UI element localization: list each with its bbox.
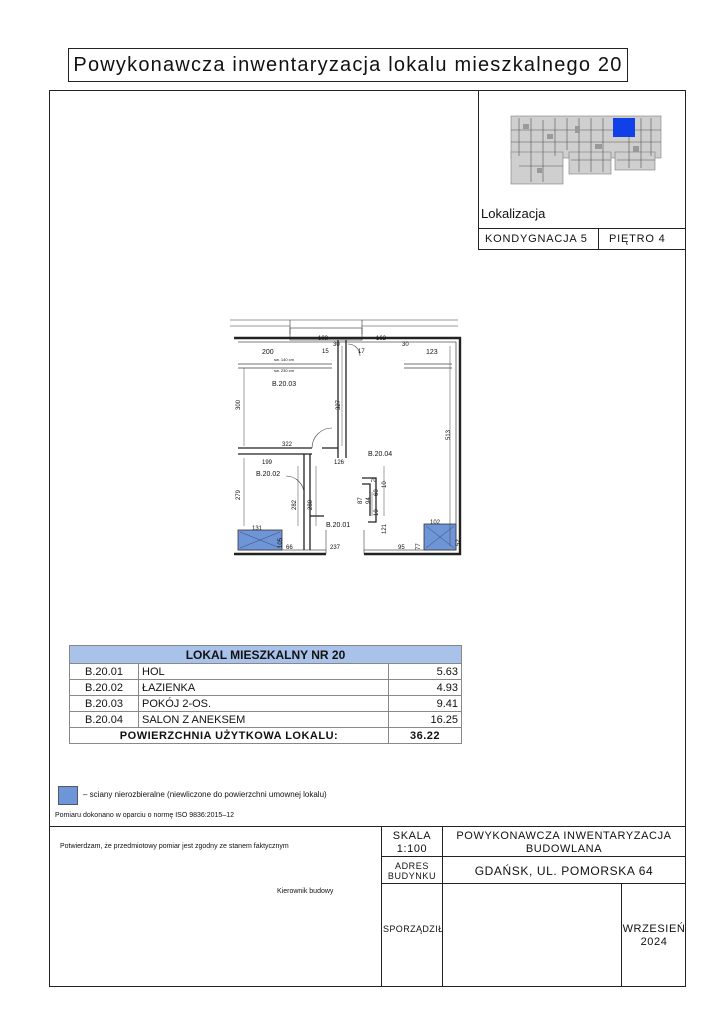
legend-text: – sciany nierozbieralne (niewliczone do powierzchni umownej lokalu) [83,790,327,799]
room-code: B.20.04 [70,712,139,728]
total-value: 36.22 [389,728,462,744]
room-code: B.20.02 [70,680,139,696]
dim-10b: 10 [374,509,380,516]
dim-282: 282 [292,499,298,510]
table-total-row [70,728,462,744]
area-table [69,645,462,744]
room-name: ŁAZIENKA [139,680,389,696]
dim-121: 121 [382,523,388,534]
room-label-b2001: B.20.01 [326,522,351,529]
pietro-label: PIĘTRO 4 [609,233,666,245]
room-name: HOL [139,664,389,680]
address-value-cell: GDAŃSK, UL. POMORSKA 64 [442,856,686,884]
dim-513: 513 [446,429,452,440]
document-title: Powykonawcza inwentaryzacja lokalu mieszkalnego 20 [68,48,628,82]
dim-327: 327 [336,399,342,410]
signature-divider [381,883,443,987]
room-code: B.20.01 [70,664,139,680]
floor-plan [222,316,467,561]
sill-140: sw. 140 cm [274,357,295,362]
dim-199: 199 [262,460,273,466]
measurement-note: Pomiaru dokonano w oparciu o normę ISO 9836:2015–12 [55,812,235,819]
dim-10a: 10 [382,481,388,488]
date-cell: WRZESIEŃ 2024 [621,883,686,987]
table-row [70,664,462,680]
dim-322: 322 [282,442,293,448]
table-row [70,712,462,728]
room-label-b2002: B.20.02 [256,471,281,478]
dim-95: 95 [398,545,405,551]
address-label-cell: ADRES BUDYNKU [381,856,443,884]
dim-237: 237 [330,545,341,551]
dim-30b: 30 [402,342,409,348]
dim-162: 162 [376,336,387,342]
total-label: POWIERZCHNIA UŻYTKOWA LOKALU: [70,728,389,744]
legend-swatch [58,786,78,805]
dim-30a: 30 [333,342,340,348]
dim-94: 94 [366,497,372,504]
dim-70: 70 [370,478,377,484]
site-manager-label: Kierownik budowy [277,888,334,895]
dim-15: 15 [322,349,329,355]
table-header-row [70,646,462,664]
sill-230: sw. 230 cm [274,368,295,373]
dim-126: 126 [334,460,345,466]
dim-17: 17 [358,349,365,355]
floor-info-row [478,229,686,250]
sporzadzil-label: SPORZĄDZIŁ [383,924,444,934]
room-label-b2003: B.20.03 [272,381,297,388]
dim-105: 105 [278,537,284,548]
dim-200: 200 [262,349,274,356]
dim-60: 60 [374,489,380,496]
location-label: Lokalizacja [481,206,546,221]
dim-123: 123 [426,349,438,356]
room-label-b2004: B.20.04 [368,451,393,458]
dim-66: 66 [286,545,293,551]
dim-279: 279 [236,489,242,500]
dim-131: 131 [252,526,263,532]
scale-cell [381,826,443,857]
dim-300: 300 [236,399,242,410]
scale-label: SKALA [392,830,432,842]
dim-52: 52 [456,539,462,546]
table-row [70,680,462,696]
confirmation-note: Potwierdzam, że przedmiotowy pomiar jest zgodny ze stanem faktycznym [60,843,289,850]
room-area: 5.63 [389,664,462,680]
unit-highlight [613,118,635,137]
floor-row-divider [598,229,599,249]
dim-77: 77 [416,543,422,550]
room-name: SALON Z ANEKSEM [139,712,389,728]
table-header: LOKAL MIESZKALNY NR 20 [70,646,462,664]
dim-87: 87 [358,497,364,504]
room-code: B.20.03 [70,696,139,712]
kondygnacja-label: KONDYGNACJA 5 [485,233,588,245]
dim-103: 103 [318,336,329,342]
room-area: 16.25 [389,712,462,728]
room-area: 4.93 [389,680,462,696]
dim-280: 280 [308,499,314,510]
table-row [70,696,462,712]
room-name: POKÓJ 2-OS. [139,696,389,712]
scale-value: 1:100 [396,843,428,855]
dim-102: 102 [430,520,441,526]
project-cell: POWYKONAWCZA INWENTARYZACJA BUDOWLANA [442,826,686,857]
room-area: 9.41 [389,696,462,712]
